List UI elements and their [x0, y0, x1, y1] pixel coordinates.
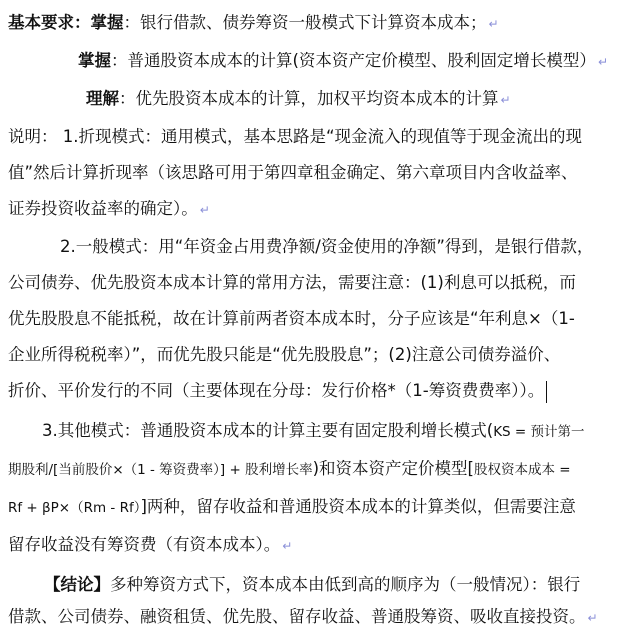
paragraph-4-line-1: 【结论】多种筹资方式下，资本成本由低到高的顺序为（一般情况）：银行: [44, 575, 581, 594]
paragraph-1-line-2: 值”然后计算折现率（该思路可用于第四章租金确定、第六章项目内含收益率、: [8, 163, 578, 182]
paragraph-2-line-3: 优先股股息不能抵税，故在计算前两者资本成本时，分子应该是“年利息×（1-: [8, 309, 575, 328]
return-mark-icon: ↵: [199, 203, 210, 217]
master-label: 掌握: [78, 51, 111, 70]
return-mark-icon: ↵: [282, 539, 293, 553]
return-mark-icon: ↵: [587, 611, 598, 625]
return-mark-icon: ↵: [500, 93, 511, 107]
paragraph-3-line-3: Rf + βP×（Rm - Rf）]两种，留存收益和普通股资本成本的计算类似，但需要注意: [8, 497, 576, 516]
paragraph-2-line-5: 折价、平价发行的不同（主要体现在分母：发行价格*（1-筹资费费率））。: [8, 380, 640, 402]
return-mark-icon: ↵: [488, 17, 499, 31]
text-cursor: [546, 381, 547, 403]
paragraph-3-line-4: 留存收益没有筹资费（有资本成本）。 ↵: [8, 535, 293, 554]
return-mark-icon: ↵: [597, 55, 608, 69]
paragraph-2-line-1: 2.一般模式：用“年资金占用费净额/资金使用的净额”得到，是银行借款，: [60, 237, 594, 256]
master-text: ：普通股资本成本的计算(资本资产定价模型、股利固定增长模型）: [111, 51, 596, 70]
requirement-text: ：银行借款、债券筹资一般模式下计算资本成本；: [123, 13, 487, 32]
requirement-line-3: [86, 88, 640, 110]
paragraph-3-line-1: 3.其他模式：普通股资本成本的计算主要有固定股利增长模式(KS = 预计第一: [42, 421, 585, 440]
paragraph-3-line-2: 期股利/[当前股价×（1 - 筹资费率）] + 股利增长率)和资本资产定价模型[股权资本成本 =: [8, 459, 571, 478]
conclusion-label: 【结论】: [44, 575, 110, 594]
paragraph-4-line-2: 借款、公司债券、融资租赁、优先股、留存收益、普通股筹资、吸收直接投资。 ↵: [8, 607, 598, 626]
paragraph-2-line-2: 公司债券、优先股资本成本计算的常用方法，需要注意：(1)利息可以抵税，而: [8, 273, 576, 292]
paragraph-2-line-4: 企业所得税税率）”，而优先股只能是“优先股股息”；(2)注意公司债券溢价、: [8, 345, 561, 364]
paragraph-1-line-3: 证券投资收益率的确定）。 ↵: [8, 199, 210, 218]
requirement-line-2: [78, 50, 640, 72]
requirement-label: 基本要求：掌握: [8, 13, 124, 32]
requirement-line-1: [8, 12, 640, 34]
understand-label: 理解: [86, 89, 119, 108]
paragraph-1-line-1: 说明： 1.折现模式：通用模式，基本思路是“现金流入的现值等于现金流出的现: [8, 127, 583, 146]
understand-text: ：优先股资本成本的计算，加权平均资本成本的计算: [119, 89, 499, 108]
